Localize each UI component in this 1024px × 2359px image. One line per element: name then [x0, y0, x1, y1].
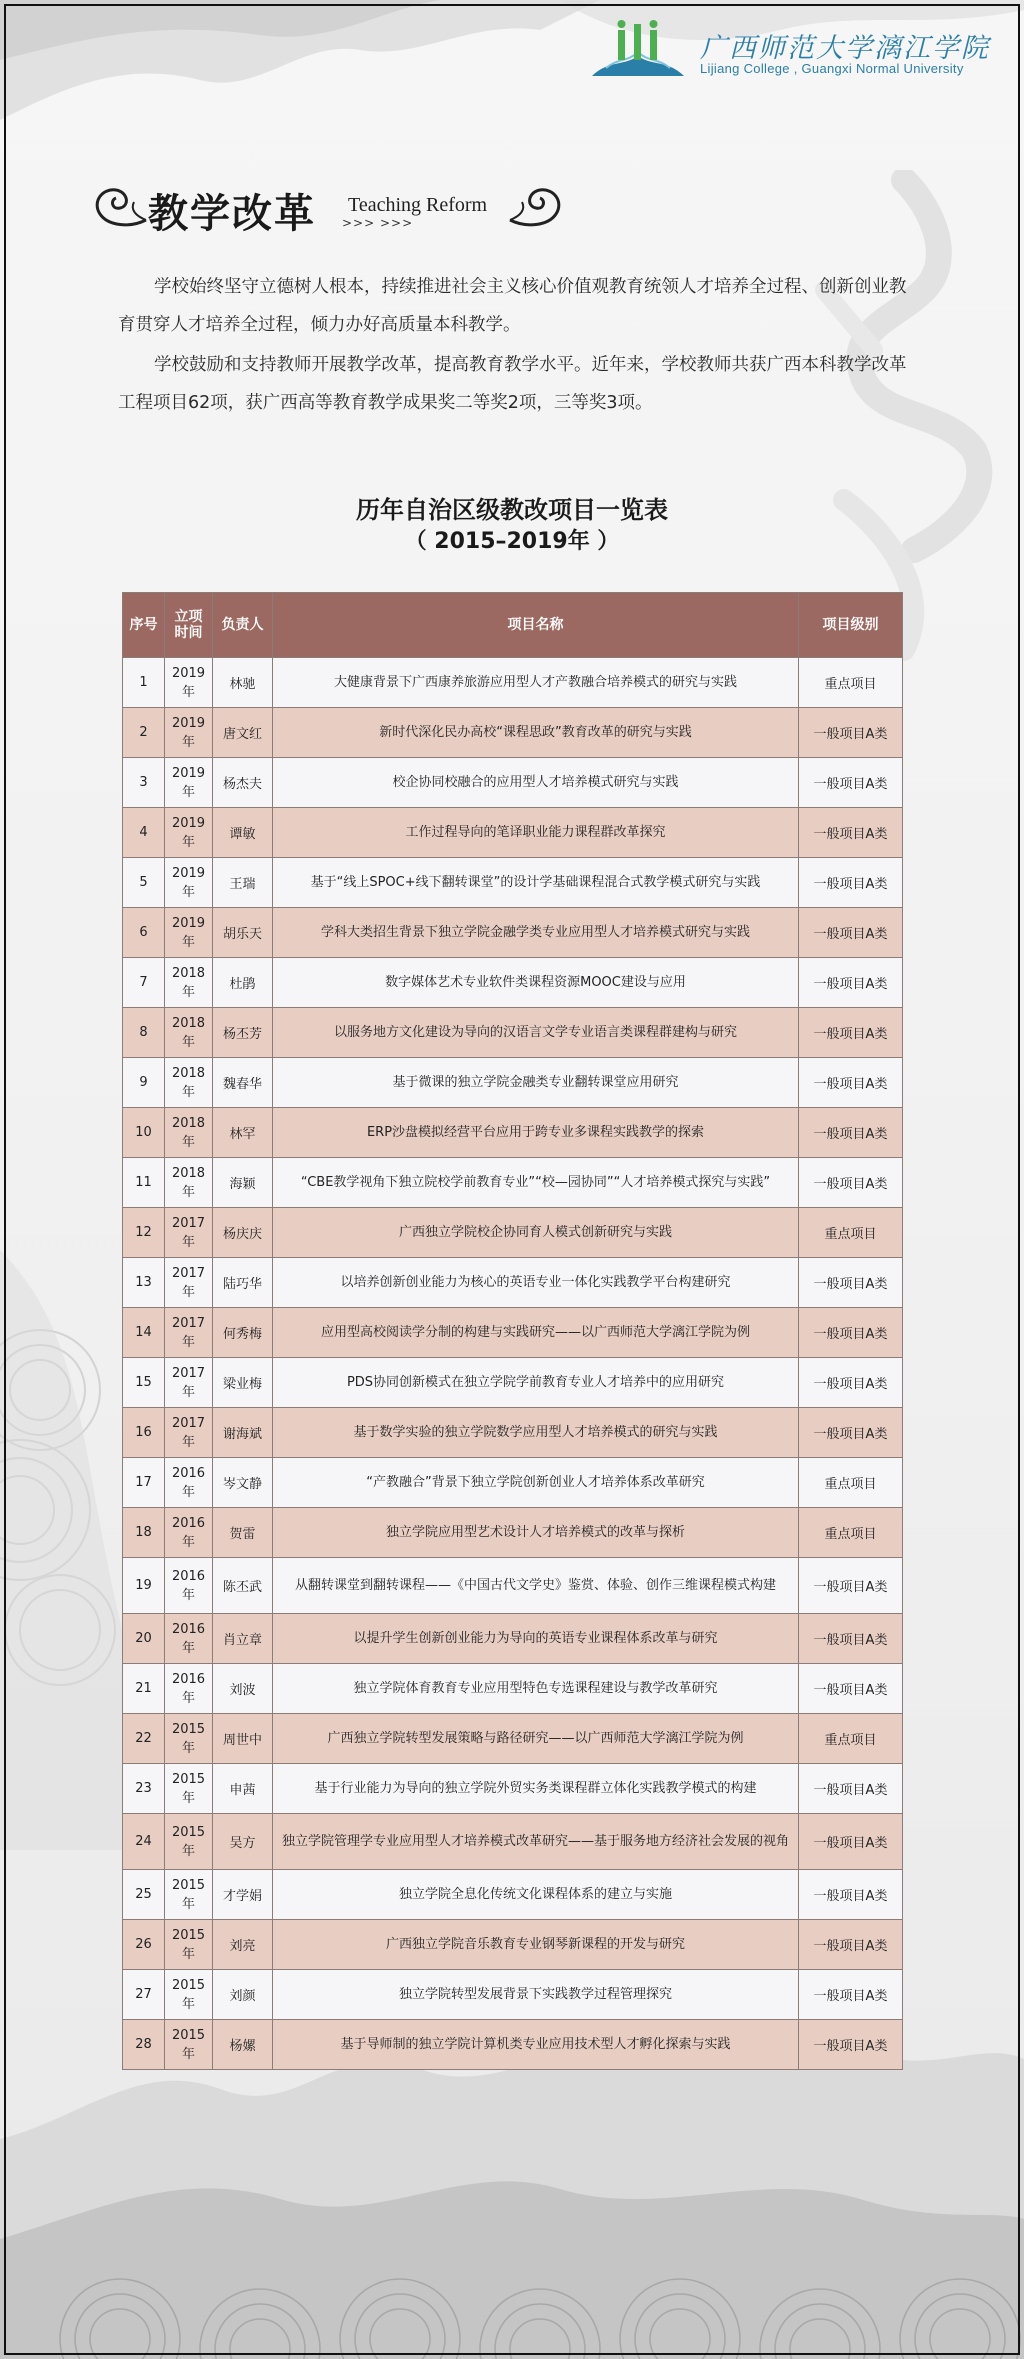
cell-level: 重点项目	[799, 1458, 903, 1508]
cell-name: 独立学院转型发展背景下实践教学过程管理探究	[273, 1970, 799, 2020]
cell-no: 20	[123, 1614, 165, 1664]
cell-year: 2017年	[165, 1408, 213, 1458]
cloud-swirl-icon	[506, 180, 566, 232]
table-row	[123, 758, 903, 808]
intro-text	[118, 268, 918, 424]
cell-year: 2016年	[165, 1614, 213, 1664]
table-row	[123, 1158, 903, 1208]
table-row	[123, 1508, 903, 1558]
cell-no: 6	[123, 908, 165, 958]
cell-level: 一般项目A类	[799, 1870, 903, 1920]
cell-leader: 肖立章	[213, 1614, 273, 1664]
cell-level: 一般项目A类	[799, 1614, 903, 1664]
section-title: 教学改革	[148, 190, 316, 237]
logo-chinese-name: 广西师范大学漓江学院	[700, 33, 990, 64]
cell-year: 2018年	[165, 1058, 213, 1108]
cell-level: 一般项目A类	[799, 1308, 903, 1358]
cell-no: 21	[123, 1664, 165, 1714]
table-row	[123, 1920, 903, 1970]
cell-level: 一般项目A类	[799, 908, 903, 958]
cell-leader: 申茜	[213, 1764, 273, 1814]
cell-no: 28	[123, 2020, 165, 2070]
table-row	[123, 1408, 903, 1458]
cell-no: 26	[123, 1920, 165, 1970]
cell-level: 一般项目A类	[799, 1258, 903, 1308]
cell-name: 独立学院应用型艺术设计人才培养模式的改革与探析	[273, 1508, 799, 1558]
cell-level: 一般项目A类	[799, 1408, 903, 1458]
cell-no: 18	[123, 1508, 165, 1558]
table-row	[123, 1258, 903, 1308]
cell-leader: 陈丕武	[213, 1558, 273, 1614]
cell-year: 2016年	[165, 1664, 213, 1714]
cell-year: 2016年	[165, 1458, 213, 1508]
cell-level: 一般项目A类	[799, 858, 903, 908]
table-row	[123, 1058, 903, 1108]
cell-year: 2015年	[165, 2020, 213, 2070]
cell-level: 重点项目	[799, 1714, 903, 1764]
cell-leader: 刘波	[213, 1664, 273, 1714]
cell-name: 校企协同校融合的应用型人才培养模式研究与实践	[273, 758, 799, 808]
cell-leader: 吴方	[213, 1814, 273, 1870]
table-row	[123, 1664, 903, 1714]
cell-year: 2019年	[165, 808, 213, 858]
header-leader: 负责人	[213, 593, 273, 658]
cell-no: 24	[123, 1814, 165, 1870]
cell-year: 2018年	[165, 1008, 213, 1058]
cell-leader: 杜鹃	[213, 958, 273, 1008]
intro-paragraph: 学校鼓励和支持教师开展教学改革，提高教育教学水平。近年来，学校教师共获广西本科教学改革工程项目62项，获广西高等教育教学成果奖二等奖2项，三等奖3项。	[118, 355, 907, 413]
intro-paragraph: 学校始终坚守立德树人根本，持续推进社会主义核心价值观教育统领人才培养全过程、创新创业教育贯穿人才培养全过程，倾力办好高质量本科教学。	[118, 277, 907, 335]
table-row	[123, 808, 903, 858]
cell-year: 2019年	[165, 908, 213, 958]
cell-no: 16	[123, 1408, 165, 1458]
cell-no: 8	[123, 1008, 165, 1058]
college-logo-icon	[588, 16, 688, 80]
table-row	[123, 2020, 903, 2070]
cell-leader: 刘亮	[213, 1920, 273, 1970]
table-row	[123, 1970, 903, 2020]
table-row	[123, 1714, 903, 1764]
cell-no: 11	[123, 1158, 165, 1208]
cell-level: 一般项目A类	[799, 808, 903, 858]
cell-level: 一般项目A类	[799, 1664, 903, 1714]
cell-level: 重点项目	[799, 658, 903, 708]
cell-name: 基于行业能力为导向的独立学院外贸实务类课程群立体化实践教学模式的构建	[273, 1764, 799, 1814]
cell-level: 一般项目A类	[799, 958, 903, 1008]
cell-name: 从翻转课堂到翻转课程——《中国古代文学史》鉴赏、体验、创作三维课程模式构建	[273, 1558, 799, 1614]
cell-leader: 杨丕芳	[213, 1008, 273, 1058]
cell-level: 一般项目A类	[799, 1558, 903, 1614]
cell-no: 12	[123, 1208, 165, 1258]
cell-leader: 岑文静	[213, 1458, 273, 1508]
cell-no: 23	[123, 1764, 165, 1814]
cell-level: 一般项目A类	[799, 708, 903, 758]
cell-year: 2017年	[165, 1308, 213, 1358]
section-arrows: >>> >>>	[342, 216, 414, 230]
cell-no: 9	[123, 1058, 165, 1108]
cell-leader: 陆巧华	[213, 1258, 273, 1308]
table-title: 历年自治区级教改项目一览表	[356, 496, 668, 524]
cell-name: 广西独立学院转型发展策略与路径研究——以广西师范大学漓江学院为例	[273, 1714, 799, 1764]
cell-leader: 胡乐天	[213, 908, 273, 958]
cell-year: 2016年	[165, 1558, 213, 1614]
cell-level: 重点项目	[799, 1208, 903, 1258]
cell-name: 数字媒体艺术专业软件类课程资源MOOC建设与应用	[273, 958, 799, 1008]
cell-name: 基于导师制的独立学院计算机类专业应用技术型人才孵化探索与实践	[273, 2020, 799, 2070]
table-row	[123, 858, 903, 908]
cell-name: “产教融合”背景下独立学院创新创业人才培养体系改革研究	[273, 1458, 799, 1508]
cell-level: 一般项目A类	[799, 1970, 903, 2020]
cell-name: 广西独立学院校企协同育人模式创新研究与实践	[273, 1208, 799, 1258]
cell-level: 一般项目A类	[799, 1814, 903, 1870]
table-row	[123, 1008, 903, 1058]
header-no: 序号	[123, 593, 165, 658]
cell-no: 4	[123, 808, 165, 858]
college-logo	[588, 16, 990, 80]
table-row	[123, 708, 903, 758]
cell-no: 2	[123, 708, 165, 758]
section-title-english: Teaching Reform	[348, 194, 488, 216]
cell-leader: 谢海斌	[213, 1408, 273, 1458]
cell-leader: 林驰	[213, 658, 273, 708]
cell-year: 2015年	[165, 1920, 213, 1970]
cell-name: 以提升学生创新创业能力为导向的英语专业课程体系改革与研究	[273, 1614, 799, 1664]
cell-level: 一般项目A类	[799, 758, 903, 808]
cell-leader: 谭敏	[213, 808, 273, 858]
cell-name: 基于数学实验的独立学院数学应用型人才培养模式的研究与实践	[273, 1408, 799, 1458]
cell-year: 2018年	[165, 1108, 213, 1158]
table-row	[123, 908, 903, 958]
cell-leader: 魏春华	[213, 1058, 273, 1108]
cell-name: 应用型高校阅读学分制的构建与实践研究——以广西师范大学漓江学院为例	[273, 1308, 799, 1358]
cell-leader: 杨庆庆	[213, 1208, 273, 1258]
table-row	[123, 1208, 903, 1258]
section-heading	[90, 176, 570, 236]
cell-year: 2017年	[165, 1258, 213, 1308]
logo-english-name: Lijiang College , Guangxi Normal University	[700, 61, 964, 76]
cell-name: 工作过程导向的笔译职业能力课程群改革探究	[273, 808, 799, 858]
cell-name: 新时代深化民办高校“课程思政”教育改革的研究与实践	[273, 708, 799, 758]
cell-no: 27	[123, 1970, 165, 2020]
cell-leader: 海颖	[213, 1158, 273, 1208]
table-row	[123, 658, 903, 708]
cell-leader: 才学娟	[213, 1870, 273, 1920]
header-name: 项目名称	[273, 593, 799, 658]
cell-level: 一般项目A类	[799, 1920, 903, 1970]
cell-level: 一般项目A类	[799, 1058, 903, 1108]
header-level: 项目级别	[799, 593, 903, 658]
cell-leader: 刘颜	[213, 1970, 273, 2020]
cell-name: 学科大类招生背景下独立学院金融学类专业应用型人才培养模式研究与实践	[273, 908, 799, 958]
cell-year: 2017年	[165, 1208, 213, 1258]
cell-no: 3	[123, 758, 165, 808]
cell-year: 2015年	[165, 1870, 213, 1920]
cell-leader: 林罕	[213, 1108, 273, 1158]
cloud-swirl-icon	[90, 180, 150, 232]
header-time: 立项时间	[165, 593, 213, 658]
cell-leader: 唐文红	[213, 708, 273, 758]
cell-name: 独立学院管理学专业应用型人才培养模式改革研究——基于服务地方经济社会发展的视角	[273, 1814, 799, 1870]
cell-year: 2015年	[165, 1814, 213, 1870]
cell-year: 2015年	[165, 1970, 213, 2020]
table-row	[123, 1358, 903, 1408]
cell-name: PDS协同创新模式在独立学院学前教育专业人才培养中的应用研究	[273, 1358, 799, 1408]
cell-level: 重点项目	[799, 1508, 903, 1558]
table-row	[123, 1764, 903, 1814]
cell-name: ERP沙盘模拟经营平台应用于跨专业多课程实践教学的探索	[273, 1108, 799, 1158]
cell-no: 7	[123, 958, 165, 1008]
cell-year: 2019年	[165, 858, 213, 908]
cell-year: 2019年	[165, 708, 213, 758]
cell-leader: 贺雷	[213, 1508, 273, 1558]
cell-no: 15	[123, 1358, 165, 1408]
cell-level: 一般项目A类	[799, 1158, 903, 1208]
cell-name: 基于“线上SPOC+线下翻转课堂”的设计学基础课程混合式教学模式研究与实践	[273, 858, 799, 908]
table-header-row	[123, 593, 903, 658]
cell-no: 14	[123, 1308, 165, 1358]
cell-name: 独立学院体育教育专业应用型特色专选课程建设与教学改革研究	[273, 1664, 799, 1714]
cell-year: 2017年	[165, 1358, 213, 1408]
cell-name: 独立学院全息化传统文化课程体系的建立与实施	[273, 1870, 799, 1920]
cell-level: 一般项目A类	[799, 1008, 903, 1058]
cell-level: 一般项目A类	[799, 1764, 903, 1814]
cell-level: 一般项目A类	[799, 1358, 903, 1408]
cell-name: 大健康背景下广西康养旅游应用型人才产教融合培养模式的研究与实践	[273, 658, 799, 708]
projects-table	[122, 592, 903, 2070]
cell-leader: 王瑞	[213, 858, 273, 908]
cell-no: 5	[123, 858, 165, 908]
cell-leader: 杨杰夫	[213, 758, 273, 808]
cell-no: 1	[123, 658, 165, 708]
cell-name: 以培养创新创业能力为核心的英语专业一体化实践教学平台构建研究	[273, 1258, 799, 1308]
table-row	[123, 1558, 903, 1614]
cell-year: 2015年	[165, 1714, 213, 1764]
cell-year: 2018年	[165, 1158, 213, 1208]
cell-leader: 何秀梅	[213, 1308, 273, 1358]
table-row	[123, 1308, 903, 1358]
cell-no: 25	[123, 1870, 165, 1920]
cell-leader: 梁业梅	[213, 1358, 273, 1408]
cell-no: 22	[123, 1714, 165, 1764]
table-row	[123, 1614, 903, 1664]
cell-no: 17	[123, 1458, 165, 1508]
cell-year: 2019年	[165, 758, 213, 808]
cell-year: 2019年	[165, 658, 213, 708]
cell-year: 2015年	[165, 1764, 213, 1814]
table-row	[123, 1458, 903, 1508]
cell-name: 以服务地方文化建设为导向的汉语言文学专业语言类课程群建构与研究	[273, 1008, 799, 1058]
table-row	[123, 1108, 903, 1158]
cell-year: 2018年	[165, 958, 213, 1008]
table-row	[123, 1870, 903, 1920]
cell-leader: 周世中	[213, 1714, 273, 1764]
table-row	[123, 958, 903, 1008]
cell-no: 19	[123, 1558, 165, 1614]
cell-name: “CBE教学视角下独立院校学前教育专业”“校—园协同”“人才培养模式探究与实践”	[273, 1158, 799, 1208]
table-row	[123, 1814, 903, 1870]
cell-no: 10	[123, 1108, 165, 1158]
cell-name: 基于微课的独立学院金融类专业翻转课堂应用研究	[273, 1058, 799, 1108]
cell-level: 一般项目A类	[799, 2020, 903, 2070]
cell-level: 一般项目A类	[799, 1108, 903, 1158]
cell-no: 13	[123, 1258, 165, 1308]
table-subtitle: （ 2015–2019年 ）	[404, 529, 620, 554]
cell-leader: 杨嫘	[213, 2020, 273, 2070]
cell-year: 2016年	[165, 1508, 213, 1558]
cell-name: 广西独立学院音乐教育专业钢琴新课程的开发与研究	[273, 1920, 799, 1970]
